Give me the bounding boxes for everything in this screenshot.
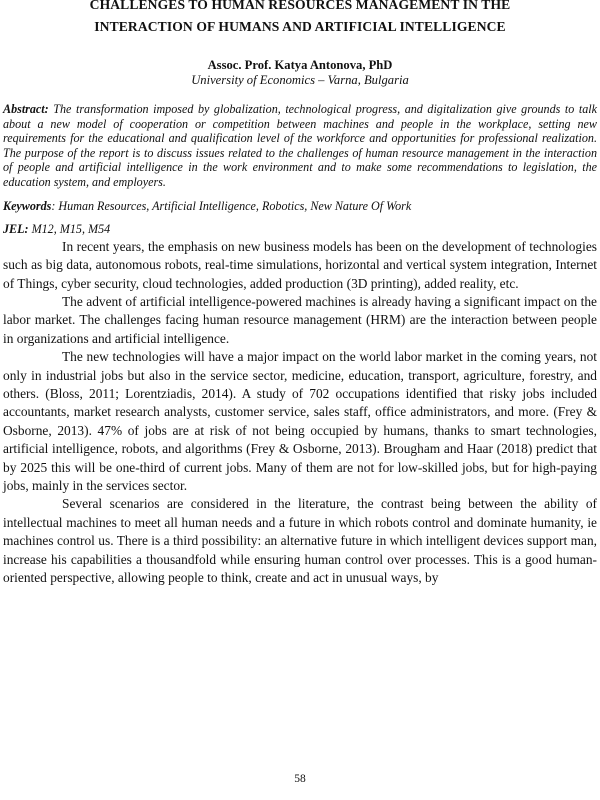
- body-paragraph: The advent of artificial intelligence-powered machines is already having a significant impact on the labor market. The challenges facing human resource management (HRM) are the interaction between people in organizations and artificial intelligence.: [3, 293, 597, 346]
- abstract-label: Abstract:: [3, 102, 49, 116]
- page-number: 58: [294, 773, 306, 785]
- title-line-1: CHALLENGES TO HUMAN RESOURCES MANAGEMENT IN THE: [89, 0, 511, 12]
- paper-title: [3, 0, 597, 38]
- author-name: Assoc. Prof. Katya Antonova, PhD: [207, 58, 393, 72]
- keywords-label: Keywords: [3, 198, 52, 213]
- keywords-text: : Human Resources, Artificial Intelligence, Robotics, New Nature Of Work: [51, 198, 412, 213]
- jel-codes: [3, 222, 597, 237]
- title-line-2: INTERACTION OF HUMANS AND ARTIFICIAL INTELLIGENCE: [94, 19, 506, 34]
- author-block: [3, 58, 597, 88]
- body-text: [3, 238, 597, 588]
- jel-label: JEL:: [3, 222, 29, 237]
- keywords: [3, 199, 597, 214]
- author-affiliation: University of Economics – Varna, Bulgaria: [191, 73, 409, 87]
- abstract-text: The transformation imposed by globalization, technological progress, and digitalization give grounds to talk about a new model of cooperation or competition between machines and people in the workplace, setting new requirements for the educational and qualification level of the workforce and opportunities for professional realization. The purpose of the report is to discuss issues related to the challenges of human resource management in the interaction of people and artificial intelligence in the work environment and to make some recommendations to legislation, the education system, and employers.: [3, 102, 597, 189]
- body-paragraph: In recent years, the emphasis on new business models has been on the development of technologies such as big data, autonomous robots, real-time simulations, horizontal and vertical system integration, Internet of Things, cyber security, cloud technologies, added production (3D printing), added reality, etc.: [3, 238, 597, 291]
- abstract: [3, 102, 597, 190]
- body-paragraph: Several scenarios are considered in the literature, the contrast being between the ability of intellectual machines to meet all human needs and a future in which robots control and dominate humanity, ie machines control us. There is a third possibility: an alternative future in which intelligent devices support man, increase his capabilities a thousandfold while ensuring human control over processes. This is a good human-oriented perspective, allowing people to think, create and act in unusual ways, by: [3, 496, 597, 586]
- body-paragraph: The new technologies will have a major impact on the world labor market in the coming years, not only in industrial jobs but also in the service sector, medicine, education, transport, agriculture, forestry, and others. (Bloss, 2011; Lorentziadis, 2014). A study of 702 occupations identified that risky jobs included accountants, market research analysts, customer service, sales staff, office administrators, and more. (Frey & Osborne, 2013). 47% of jobs are at risk of not being occupied by humans, thanks to smart technologies, artificial intelligence, robots, and algorithms (Frey & Osborne, 2013). Brougham and Haar (2018) predict that by 2025 this will be one-third of current jobs. Many of them are not for low-skilled jobs, but for high-paying jobs, mainly in the services sector.: [3, 349, 597, 494]
- jel-text: M12, M15, M54: [31, 222, 111, 237]
